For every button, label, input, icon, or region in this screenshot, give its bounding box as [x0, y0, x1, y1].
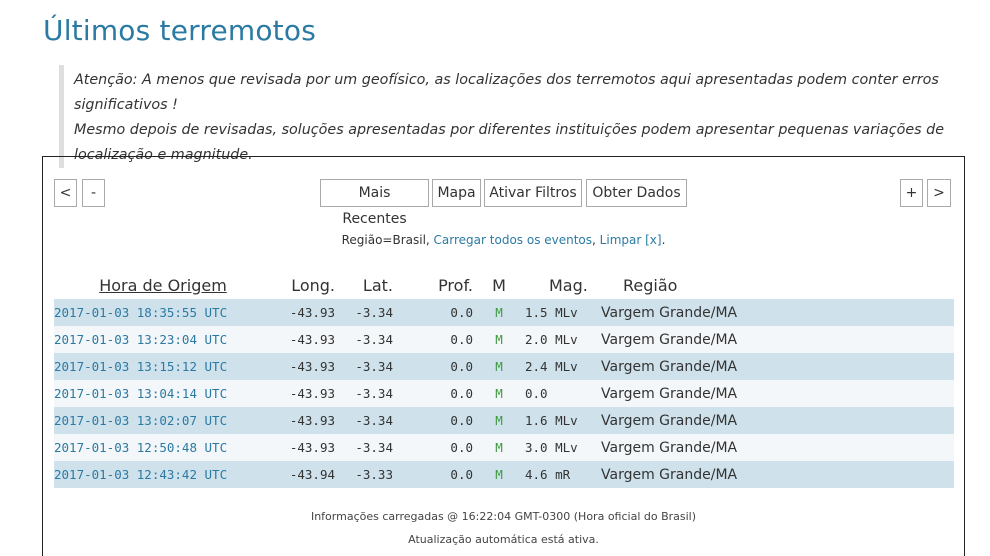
table-row[interactable] — [54, 461, 954, 488]
cell-m: M — [473, 407, 525, 434]
cell-mag: 2.4 MLv — [525, 353, 601, 380]
cell-time[interactable]: 2017-01-03 18:35:55 UTC — [54, 299, 272, 326]
cell-long: -43.93 — [272, 380, 335, 407]
cell-m: M — [473, 299, 525, 326]
table-header-row — [54, 271, 954, 299]
table-row[interactable] — [54, 407, 954, 434]
cell-lat: -3.34 — [335, 353, 393, 380]
cell-long: -43.93 — [272, 353, 335, 380]
cell-depth: 0.0 — [393, 461, 473, 488]
prev-button[interactable]: < — [54, 179, 77, 207]
table-row[interactable] — [54, 353, 954, 380]
cell-mag: 2.0 MLv — [525, 326, 601, 353]
notice-line-1: Atenção: A menos que revisada por um geofísico, as localizações dos terremotos aqui apresentadas podem conter erros significativos ! — [74, 72, 939, 113]
cell-m: M — [473, 461, 525, 488]
cell-m: M — [473, 434, 525, 461]
cell-time[interactable]: 2017-01-03 13:02:07 UTC — [54, 407, 272, 434]
cell-lat: -3.34 — [335, 326, 393, 353]
cell-region: Vargem Grande/MA — [601, 299, 954, 326]
earthquake-panel — [42, 156, 965, 556]
cell-lat: -3.34 — [335, 380, 393, 407]
clear-filter-link[interactable]: Limpar [x] — [599, 233, 662, 247]
cell-depth: 0.0 — [393, 380, 473, 407]
page-title: Últimos terremotos — [43, 14, 316, 47]
table-row[interactable] — [54, 380, 954, 407]
cell-mag: 1.5 MLv — [525, 299, 601, 326]
header-mag: Mag. — [549, 275, 588, 295]
cell-time[interactable]: 2017-01-03 13:04:14 UTC — [54, 380, 272, 407]
cell-mag: 4.6 mR — [525, 461, 601, 488]
cell-m: M — [473, 326, 525, 353]
cell-time[interactable]: 2017-01-03 13:15:12 UTC — [54, 353, 272, 380]
warning-notice — [59, 65, 957, 168]
cell-mag: 3.0 MLv — [525, 434, 601, 461]
cell-mag: 0.0 — [525, 380, 601, 407]
header-depth: Prof. — [438, 275, 473, 295]
cell-region: Vargem Grande/MA — [601, 326, 954, 353]
cell-depth: 0.0 — [393, 326, 473, 353]
cell-region: Vargem Grande/MA — [601, 461, 954, 488]
cell-long: -43.93 — [272, 299, 335, 326]
cell-lat: -3.33 — [335, 461, 393, 488]
cell-depth: 0.0 — [393, 407, 473, 434]
cell-depth: 0.0 — [393, 353, 473, 380]
cell-time[interactable]: 2017-01-03 13:23:04 UTC — [54, 326, 272, 353]
loaded-info: Informações carregadas @ 16:22:04 GMT-0300 (Hora oficial do Brasil) — [310, 510, 697, 523]
load-all-events-link[interactable]: Carregar todos os eventos — [433, 233, 593, 247]
cell-region: Vargem Grande/MA — [601, 380, 954, 407]
cell-region: Vargem Grande/MA — [601, 407, 954, 434]
cell-time[interactable]: 2017-01-03 12:43:42 UTC — [54, 461, 272, 488]
activate-filters-button[interactable]: Ativar Filtros — [484, 179, 582, 207]
cell-long: -43.93 — [272, 326, 335, 353]
header-region: Região — [623, 275, 678, 295]
cell-m: M — [473, 353, 525, 380]
next-button[interactable]: > — [927, 179, 951, 207]
map-button[interactable]: Mapa — [432, 179, 481, 207]
cell-long: -43.93 — [272, 407, 335, 434]
cell-time[interactable]: 2017-01-03 12:50:48 UTC — [54, 434, 272, 461]
cell-region: Vargem Grande/MA — [601, 434, 954, 461]
region-filter-text: Região=Brasil, — [341, 233, 430, 247]
cell-lat: -3.34 — [335, 299, 393, 326]
notice-line-2: Mesmo depois de revisadas, soluções apresentadas por diferentes instituições podem apresentar pequenas variações de localização e magnitude. — [74, 122, 945, 163]
header-time[interactable]: Hora de Origem — [99, 275, 227, 295]
cell-lat: -3.34 — [335, 407, 393, 434]
cell-m: M — [473, 380, 525, 407]
cell-region: Vargem Grande/MA — [601, 353, 954, 380]
cell-long: -43.93 — [272, 434, 335, 461]
cell-lat: -3.34 — [335, 434, 393, 461]
header-m: M — [492, 275, 506, 295]
header-long: Long. — [291, 275, 335, 295]
table-row[interactable] — [54, 326, 954, 353]
get-data-button[interactable]: Obter Dados — [586, 179, 687, 207]
most-recent-button[interactable]: Mais Recentes — [320, 179, 429, 207]
plus-button[interactable]: + — [900, 179, 923, 207]
cell-depth: 0.0 — [393, 434, 473, 461]
table-row[interactable] — [54, 299, 954, 326]
table-row[interactable] — [54, 434, 954, 461]
header-lat: Lat. — [362, 275, 393, 295]
auto-update-info: Atualização automática está ativa. — [408, 533, 599, 546]
filter-summary: Região=Brasil, Carregar todos os eventos, Limpar [x]. — [341, 233, 666, 247]
minus-button[interactable]: - — [82, 179, 105, 207]
earthquake-table — [54, 271, 954, 488]
cell-mag: 1.6 MLv — [525, 407, 601, 434]
cell-depth: 0.0 — [393, 299, 473, 326]
cell-long: -43.94 — [272, 461, 335, 488]
